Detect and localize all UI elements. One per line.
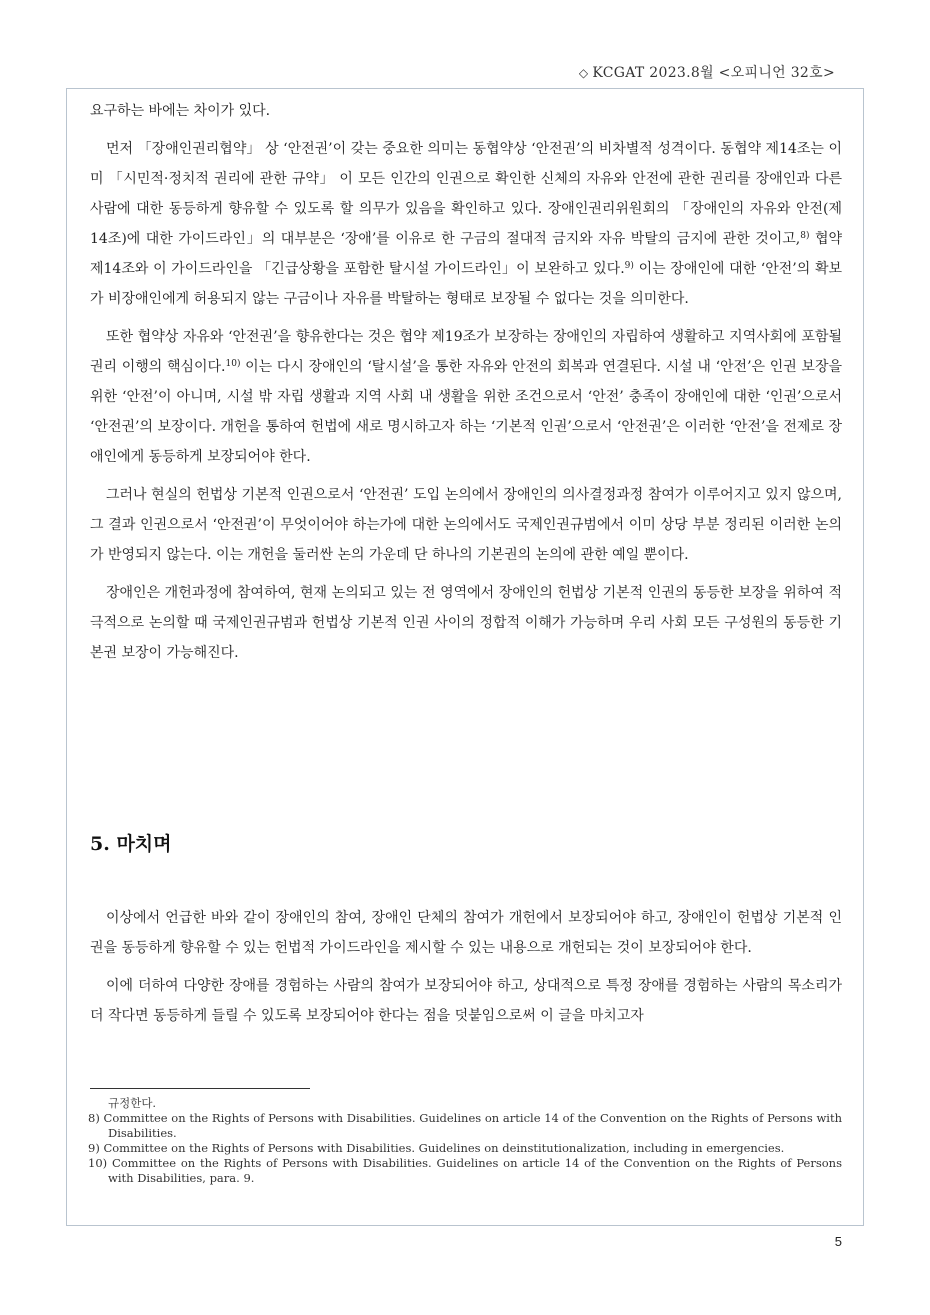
page-header xyxy=(579,62,835,82)
footnote-continued: 규정한다. xyxy=(108,1096,157,1110)
page-number: 5 xyxy=(834,1234,842,1249)
body-text xyxy=(90,96,842,676)
header-text: KCGAT 2023.8월 <오피니언 32호> xyxy=(592,65,835,81)
conclusion-text xyxy=(90,903,842,1039)
paragraph-participation-gap: 그러나 현실의 헌법상 기본적 인권으로서 ‘안전권’ 도입 논의에서 장애인의 의사결정과정 참여가 이루어지고 있지 않으며, 그 결과 인권으로서 ‘안전권’이 무엇이어야 하는가에 대한 논의에서도 국제인권규범에서 이미 상당 부분 정리된 이러한 논의가 반영되지 않는다. 이는 개헌을 둘러싼 논의 가운데 단 하나의 기본권의 논의에 관한 예일 뿐이다. xyxy=(90,487,842,563)
section-heading: 5. 마치며 xyxy=(90,833,172,855)
paragraph-constitutional-process: 장애인은 개헌과정에 참여하여, 현재 논의되고 있는 전 영역에서 장애인의 헌법상 기본적 인권의 동등한 보장을 위하여 적극적으로 논의할 때 국제인권규범과 헌법상 기본적 인권 사이의 정합적 이해가 가능하며 우리 사회 모든 구성원의 동등한 기본권 보장이 가능해진다. xyxy=(90,585,842,661)
paragraph-text: 이는 다시 장애인의 ‘탈시설’을 통한 자유와 안전의 회복과 연결된다. 시설 내 ‘안전’은 인권 보장을 위한 ‘안전’이 아니며, 시설 밖 자립 생활과 지역 사회 내 생활을 위한 조건으로서 ‘안전’ 충족이 장애인에 대한 ‘인권’으로서 ‘안전권’의 보장이다. 개헌을 통하여 헌법에 새로 명시하고자 하는 ‘기본적 인권’으로서 ‘안전권’은 이러한 ‘안전’을 전제로 장애인에게 동등하게 보장되어야 한다. xyxy=(90,359,842,465)
footnote-ref-8[interactable]: 8) xyxy=(800,231,810,241)
paragraph-text: 협약 제14조와 이 가이드라인을 「긴급상황을 포함한 탈시설 가이드라인」이 보완하고 있다. xyxy=(90,231,843,277)
footnote-8: 8) Committee on the Rights of Persons with Disabilities. Guidelines on article 14 of the Convention on the Rights of Persons with Disabilities. xyxy=(88,1111,842,1140)
paragraph-text: 이는 장애인에 대한 ‘안전’의 확보가 비장애인에게 허용되지 않는 구금이나 자유를 박탈하는 형태로 보장될 수 없다는 것을 의미한다. xyxy=(90,261,843,307)
paragraph-continued: 요구하는 바에는 차이가 있다. xyxy=(90,103,271,119)
footnote-divider xyxy=(90,1088,310,1089)
footnote-9: 9) Committee on the Rights of Persons with Disabilities. Guidelines on deinstitutionalization, including in emergencies. xyxy=(88,1141,785,1155)
paragraph-text: 또한 협약상 자유와 ‘안전권’을 향유한다는 것은 협약 제19조가 보장하는 장애인의 자립하여 생활하고 지역사회에 포함될 권리 이행의 핵심이다. xyxy=(90,329,842,375)
paragraph-safety-right xyxy=(90,134,842,314)
diamond-outline-icon: ◇ xyxy=(578,66,589,80)
paragraph-independent-living xyxy=(90,322,842,472)
footnote-ref-10[interactable]: 10) xyxy=(225,359,241,369)
paragraph-text: 먼저 「장애인권리협약」 상 ‘안전권’이 갖는 중요한 의미는 동협약상 ‘안전권’의 비차별적 성격이다. 동협약 제14조는 이미 「시민적·정치적 권리에 관한 규약」 이 모든 인간의 인권으로 확인한 신체의 자유와 안전에 관한 권리를 장애인과 다른 사람에 대한 동등하게 향유할 수 있도록 할 의무가 있음을 확인하고 있다. 장애인권리위원회의 「장애인의 자유와 안전(제14조)에 대한 가이드라인」의 대부분은 ‘장애’를 이유로 한 구금의 절대적 금지와 자유 박탈의 금지에 관한 것이고, xyxy=(90,141,842,247)
footnotes xyxy=(88,1096,842,1186)
paragraph-conclusion-2: 이에 더하여 다양한 장애를 경험하는 사람의 참여가 보장되어야 하고, 상대적으로 특정 장애를 경험하는 사람의 목소리가 더 작다면 동등하게 들릴 수 있도록 보장되어야 한다는 점을 덧붙임으로써 이 글을 마치고자 xyxy=(90,978,842,1024)
paragraph-conclusion-1: 이상에서 언급한 바와 같이 장애인의 참여, 장애인 단체의 참여가 개헌에서 보장되어야 하고, 장애인이 헌법상 기본적 인권을 동등하게 향유할 수 있는 헌법적 가이드라인을 제시할 수 있는 내용으로 개헌되는 것이 보장되어야 한다. xyxy=(90,910,842,956)
footnote-10: 10) Committee on the Rights of Persons with Disabilities. Guidelines on article 14 of the Convention on the Rights of Persons with Disabilities, para. 9. xyxy=(88,1156,842,1185)
footnote-ref-9[interactable]: 9) xyxy=(624,261,634,271)
